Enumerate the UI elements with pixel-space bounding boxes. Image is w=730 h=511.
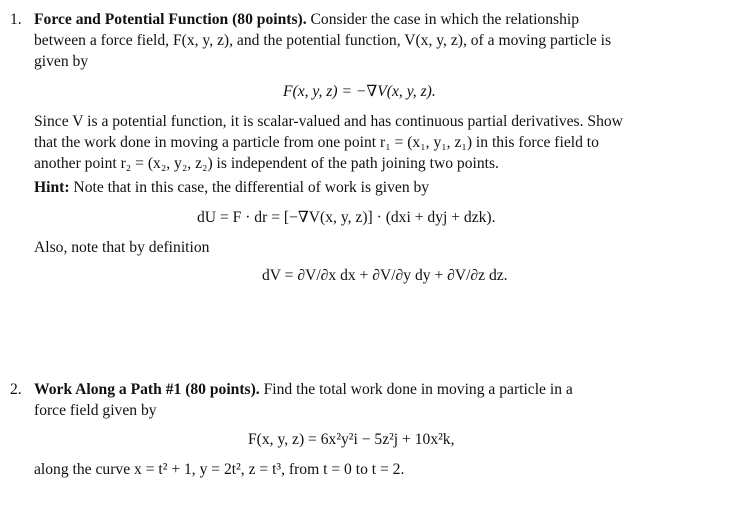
problem-2-intro-line-2: force field given by [34,402,157,419]
equation-work-differential: dU = F · dr = [−∇V(x, y, z)] · (dxi + dyj + dzk). [197,209,496,226]
hint-text: Note that in this case, the differential of work is given by [69,179,430,196]
problem-1-since-line-3: another point r₂ = (x₂, y₂, z₂) is independent of the path joining two points. [34,155,499,172]
problem-1-intro-line-1: Consider the case in which the relationship [306,11,579,28]
problem-1-since-line-1: Since V is a potential function, it is scalar-valued and has continuous partial derivatives. Show [34,113,623,130]
problem-2-intro-line-1: Find the total work done in moving a particle in a [259,381,573,398]
problem-1-title: Force and Potential Function (80 points). [34,11,307,28]
problem-2-curve-text: along the curve x = t² + 1, y = 2t², z = t³, from t = 0 to t = 2. [34,461,405,478]
problem-2-number: 2. [10,381,22,398]
problem-1-heading-line [34,10,718,30]
also-text: Also, note that by definition [34,239,210,256]
hint-label: Hint: [34,179,70,196]
equation-dv-definition: dV = ∂V/∂x dx + ∂V/∂y dy + ∂V/∂z dz. [262,267,508,284]
problem-1-since-line-2: that the work done in moving a particle from one point r₁ = (x₁, y₁, z₁) in this force field to [34,134,599,151]
problem-1-number: 1. [10,11,22,28]
equation-force-field: F(x, y, z) = 6x²y²i − 5z²j + 10x²k, [248,431,455,448]
problem-2-heading-line [34,380,573,400]
problem-1-intro-line-2: between a force field, F(x, y, z), and the potential function, V(x, y, z), of a moving particle is [34,32,612,49]
problem-1-intro-line-3: given by [34,53,89,70]
hint-line [34,178,429,198]
equation-force-potential: F(x, y, z) = −∇V(x, y, z). [283,83,436,100]
problem-2-title: Work Along a Path #1 (80 points). [34,381,260,398]
